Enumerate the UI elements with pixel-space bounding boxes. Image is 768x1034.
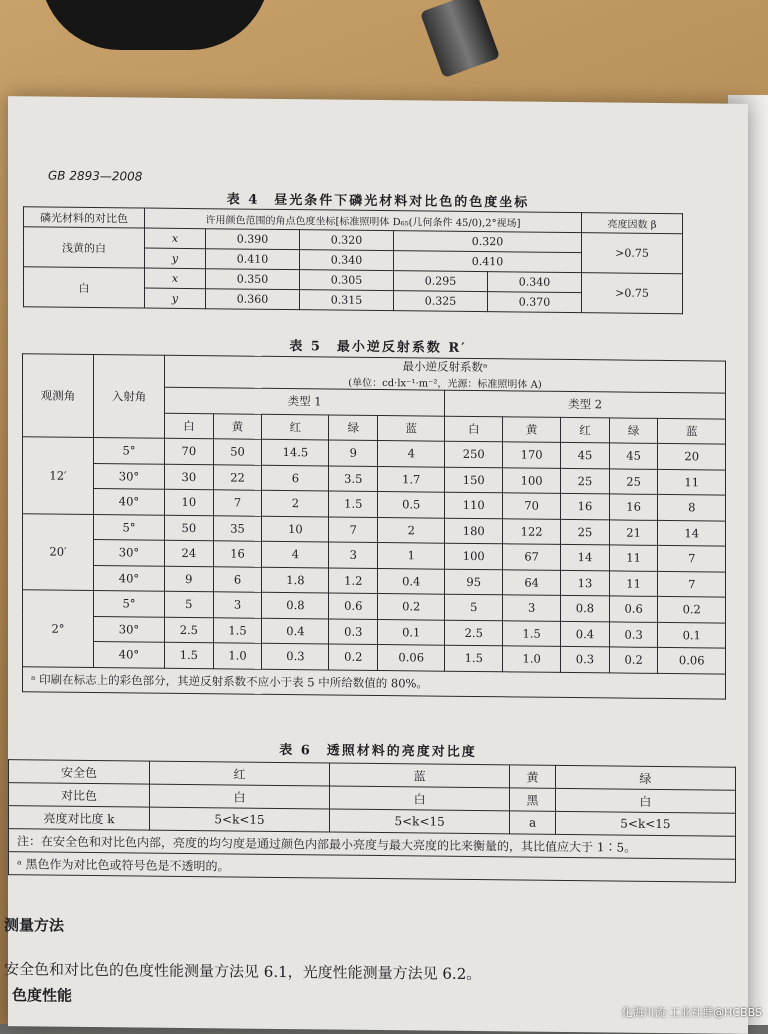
- body-line: 安全色和对比色的色度性能测量方法见 6.1，光度性能测量方法见 6.2。: [4, 958, 481, 984]
- t5-head-inc: 入射角: [94, 355, 165, 439]
- t5-value: 67: [503, 544, 561, 570]
- table4: 磷光材料的对比色 许用颜色范围的角点色度坐标[标准照明体 D₆₅(几何条件 45/0),2°视场] 亮度因数 β 浅黄的白 x 0.390 0.320 0.320 >0.75 y 0.410 0.340 0.410 白 x 0.350 0.305 0.295 0.340 >0.75 y 0.360 0.315 0.325 0.370: [23, 206, 683, 314]
- t5-inc-angle: 5°: [94, 591, 165, 617]
- t5-value: 70: [503, 493, 561, 519]
- t5-value: 25: [561, 468, 610, 494]
- t5-value: 50: [165, 515, 214, 541]
- t5-head-obs: 观测角: [23, 354, 94, 438]
- t5-inc-angle: 40°: [94, 565, 165, 591]
- t5-footnote: ᵃ 印刷在标志上的彩色部分，其逆反射系数不应小于表 5 中所给数值的 80%。: [23, 666, 726, 699]
- t5-value: 170: [503, 442, 561, 468]
- t5-color-header: 白: [165, 413, 214, 439]
- t5-inc-angle: 40°: [94, 489, 165, 515]
- t5-value: 20: [658, 443, 726, 469]
- t5-value: 7: [329, 516, 378, 542]
- t5-value: 2.5: [165, 617, 214, 643]
- t5-value: 16: [213, 541, 262, 567]
- t5-value: 25: [561, 519, 610, 545]
- t4-head-color: 磷光材料的对比色: [24, 207, 145, 228]
- t5-obs-angle: 12′: [23, 437, 94, 514]
- t5-value: 100: [445, 543, 503, 569]
- table5-caption: 表 5 最小逆反射系数 R′: [8, 332, 748, 359]
- t5-value: 2: [262, 490, 329, 516]
- t5-value: 1.5: [165, 642, 214, 668]
- t5-value: 0.2: [609, 647, 658, 673]
- t5-value: 3: [503, 595, 561, 621]
- t5-value: 0.6: [609, 596, 658, 622]
- subheading: 色度性能: [12, 984, 72, 1006]
- t5-value: 22: [213, 464, 262, 490]
- t5-head-top: 最小逆反射系数ᵃ (单位：cd·lx⁻¹·m⁻²，光源：标准照明体 A): [165, 355, 726, 393]
- t5-value: 7: [213, 490, 262, 516]
- t5-value: 9: [165, 566, 214, 592]
- t5-value: 8: [658, 494, 726, 520]
- t5-value: 7: [658, 545, 726, 571]
- t5-value: 1.5: [213, 617, 262, 643]
- t5-value: 7: [658, 571, 726, 597]
- t5-value: 25: [609, 468, 658, 494]
- t5-value: 150: [445, 467, 503, 493]
- t5-value: 21: [609, 519, 658, 545]
- t5-color-header: 黄: [213, 413, 262, 439]
- t5-value: 45: [609, 443, 658, 469]
- t5-value: 110: [445, 492, 503, 518]
- table4-caption: 表 4 昼光条件下磷光材料对比色的色度坐标: [8, 186, 748, 213]
- t5-color-header: 白: [445, 416, 503, 442]
- t5-value: 5: [165, 591, 214, 617]
- t5-value: 2.5: [445, 620, 503, 646]
- t5-value: 30: [165, 464, 214, 490]
- t5-color-header: 蓝: [658, 418, 726, 444]
- table6-caption: 表 6 透照材料的亮度对比度: [8, 736, 748, 763]
- t5-value: 0.4: [262, 618, 329, 644]
- t5-value: 1.5: [329, 491, 378, 517]
- t5-value: 35: [213, 515, 262, 541]
- t5-value: 5: [445, 594, 503, 620]
- t5-value: 70: [165, 438, 214, 464]
- t5-inc-angle: 30°: [94, 540, 165, 566]
- t5-color-header: 黄: [503, 416, 561, 442]
- t5-value: 14: [561, 544, 610, 570]
- t5-value: 45: [561, 442, 610, 468]
- t5-inc-angle: 30°: [94, 463, 165, 489]
- t5-value: 1: [378, 542, 445, 568]
- t5-value: 0.06: [658, 647, 726, 673]
- t5-value: 0.8: [561, 595, 610, 621]
- t5-value: 1.7: [378, 466, 445, 492]
- t5-value: 0.1: [378, 619, 445, 645]
- t5-inc-angle: 5°: [94, 438, 165, 464]
- t5-value: 16: [609, 494, 658, 520]
- t5-value: 0.3: [262, 643, 329, 669]
- t5-value: 0.8: [262, 592, 329, 618]
- t5-value: 6: [213, 566, 262, 592]
- t5-value: 0.5: [378, 491, 445, 517]
- t5-value: 11: [658, 469, 726, 495]
- t5-value: 0.06: [378, 644, 445, 670]
- t5-value: 50: [213, 439, 262, 465]
- table6: 安全色 红 蓝 黄 绿 对比色 白 白 黑 白 亮度对比度 k 5<k<15 5<k<15 a 5<k<15 注：在安全色和对比色内部，亮度的均匀度是通过颜色内部最小亮度与最大亮度的比来衡量的，其比值应大于 1∶5。 ᵃ 黑色作为对比色或符号色是不透明的。: [8, 759, 736, 883]
- t5-value: 100: [503, 467, 561, 493]
- t5-value: 0.2: [658, 596, 726, 622]
- t4-row-name: 浅黄的白: [24, 227, 145, 268]
- t5-value: 16: [561, 493, 610, 519]
- t5-value: 1.0: [213, 643, 262, 669]
- t5-value: 10: [262, 516, 329, 542]
- t5-obs-angle: 2°: [23, 590, 94, 667]
- t5-value: 11: [609, 545, 658, 571]
- t5-value: 11: [609, 570, 658, 596]
- t5-obs-angle: 20′: [23, 513, 94, 590]
- t4-head-beta: 亮度因数 β: [582, 213, 683, 234]
- t5-value: 95: [445, 569, 503, 595]
- document-page: [8, 96, 748, 1034]
- t5-color-header: 红: [561, 417, 610, 443]
- t5-value: 10: [165, 489, 214, 515]
- t5-value: 3.5: [329, 465, 378, 491]
- t5-value: 180: [445, 518, 503, 544]
- t5-value: 24: [165, 540, 214, 566]
- t4-row-name: 白: [24, 267, 145, 308]
- t5-type2: 类型 2: [445, 390, 726, 418]
- t5-value: 3: [213, 592, 262, 618]
- t5-value: 122: [503, 518, 561, 544]
- t5-value: 0.1: [658, 622, 726, 648]
- t5-value: 4: [262, 541, 329, 567]
- t6-note: 注：在安全色和对比色内部，亮度的均匀度是通过颜色内部最小亮度与最大亮度的比来衡量的，其比值应大于 1∶5。: [9, 829, 736, 860]
- t5-value: 4: [378, 440, 445, 466]
- standard-number: GB 2893—2008: [48, 169, 142, 184]
- t5-value: 0.2: [378, 593, 445, 619]
- t5-value: 0.4: [561, 621, 610, 647]
- t5-value: 9: [329, 440, 378, 466]
- t5-type1: 类型 1: [165, 387, 445, 415]
- section-heading: 测量方法: [4, 914, 64, 936]
- t5-value: 1.5: [503, 620, 561, 646]
- table5: [22, 353, 726, 699]
- t5-value: 0.3: [609, 621, 658, 647]
- t5-value: 0.2: [329, 644, 378, 670]
- t5-value: 2: [378, 517, 445, 543]
- t5-value: 0.6: [329, 593, 378, 619]
- t5-value: 0.4: [378, 568, 445, 594]
- t5-value: 6: [262, 465, 329, 491]
- t5-color-header: 绿: [329, 414, 378, 440]
- watermark: 化海川流·工业社群@HCBBS: [622, 1004, 762, 1020]
- t5-value: 64: [503, 569, 561, 595]
- t5-value: 14: [658, 520, 726, 546]
- t5-value: 14.5: [262, 439, 329, 465]
- t5-inc-angle: 5°: [94, 514, 165, 540]
- t5-color-header: 红: [262, 414, 329, 440]
- t5-value: 1.2: [329, 567, 378, 593]
- t4-head-coords: 许用颜色范围的角点色度坐标[标准照明体 D₆₅(几何条件 45/0),2°视场]: [145, 208, 582, 233]
- t5-value: 13: [561, 570, 610, 596]
- t5-value: 1.8: [262, 567, 329, 593]
- t5-inc-angle: 40°: [94, 642, 165, 668]
- t5-value: 3: [329, 542, 378, 568]
- t6-footnote: ᵃ 黑色作为对比色或符号色是不透明的。: [9, 852, 736, 883]
- t5-value: 0.3: [561, 646, 610, 672]
- t5-value: 1.0: [503, 646, 561, 672]
- t5-value: 250: [445, 441, 503, 467]
- t5-value: 1.5: [445, 645, 503, 671]
- t5-value: 0.3: [329, 618, 378, 644]
- t5-color-header: 绿: [609, 417, 658, 443]
- t5-inc-angle: 30°: [94, 616, 165, 642]
- t5-color-header: 蓝: [378, 415, 445, 441]
